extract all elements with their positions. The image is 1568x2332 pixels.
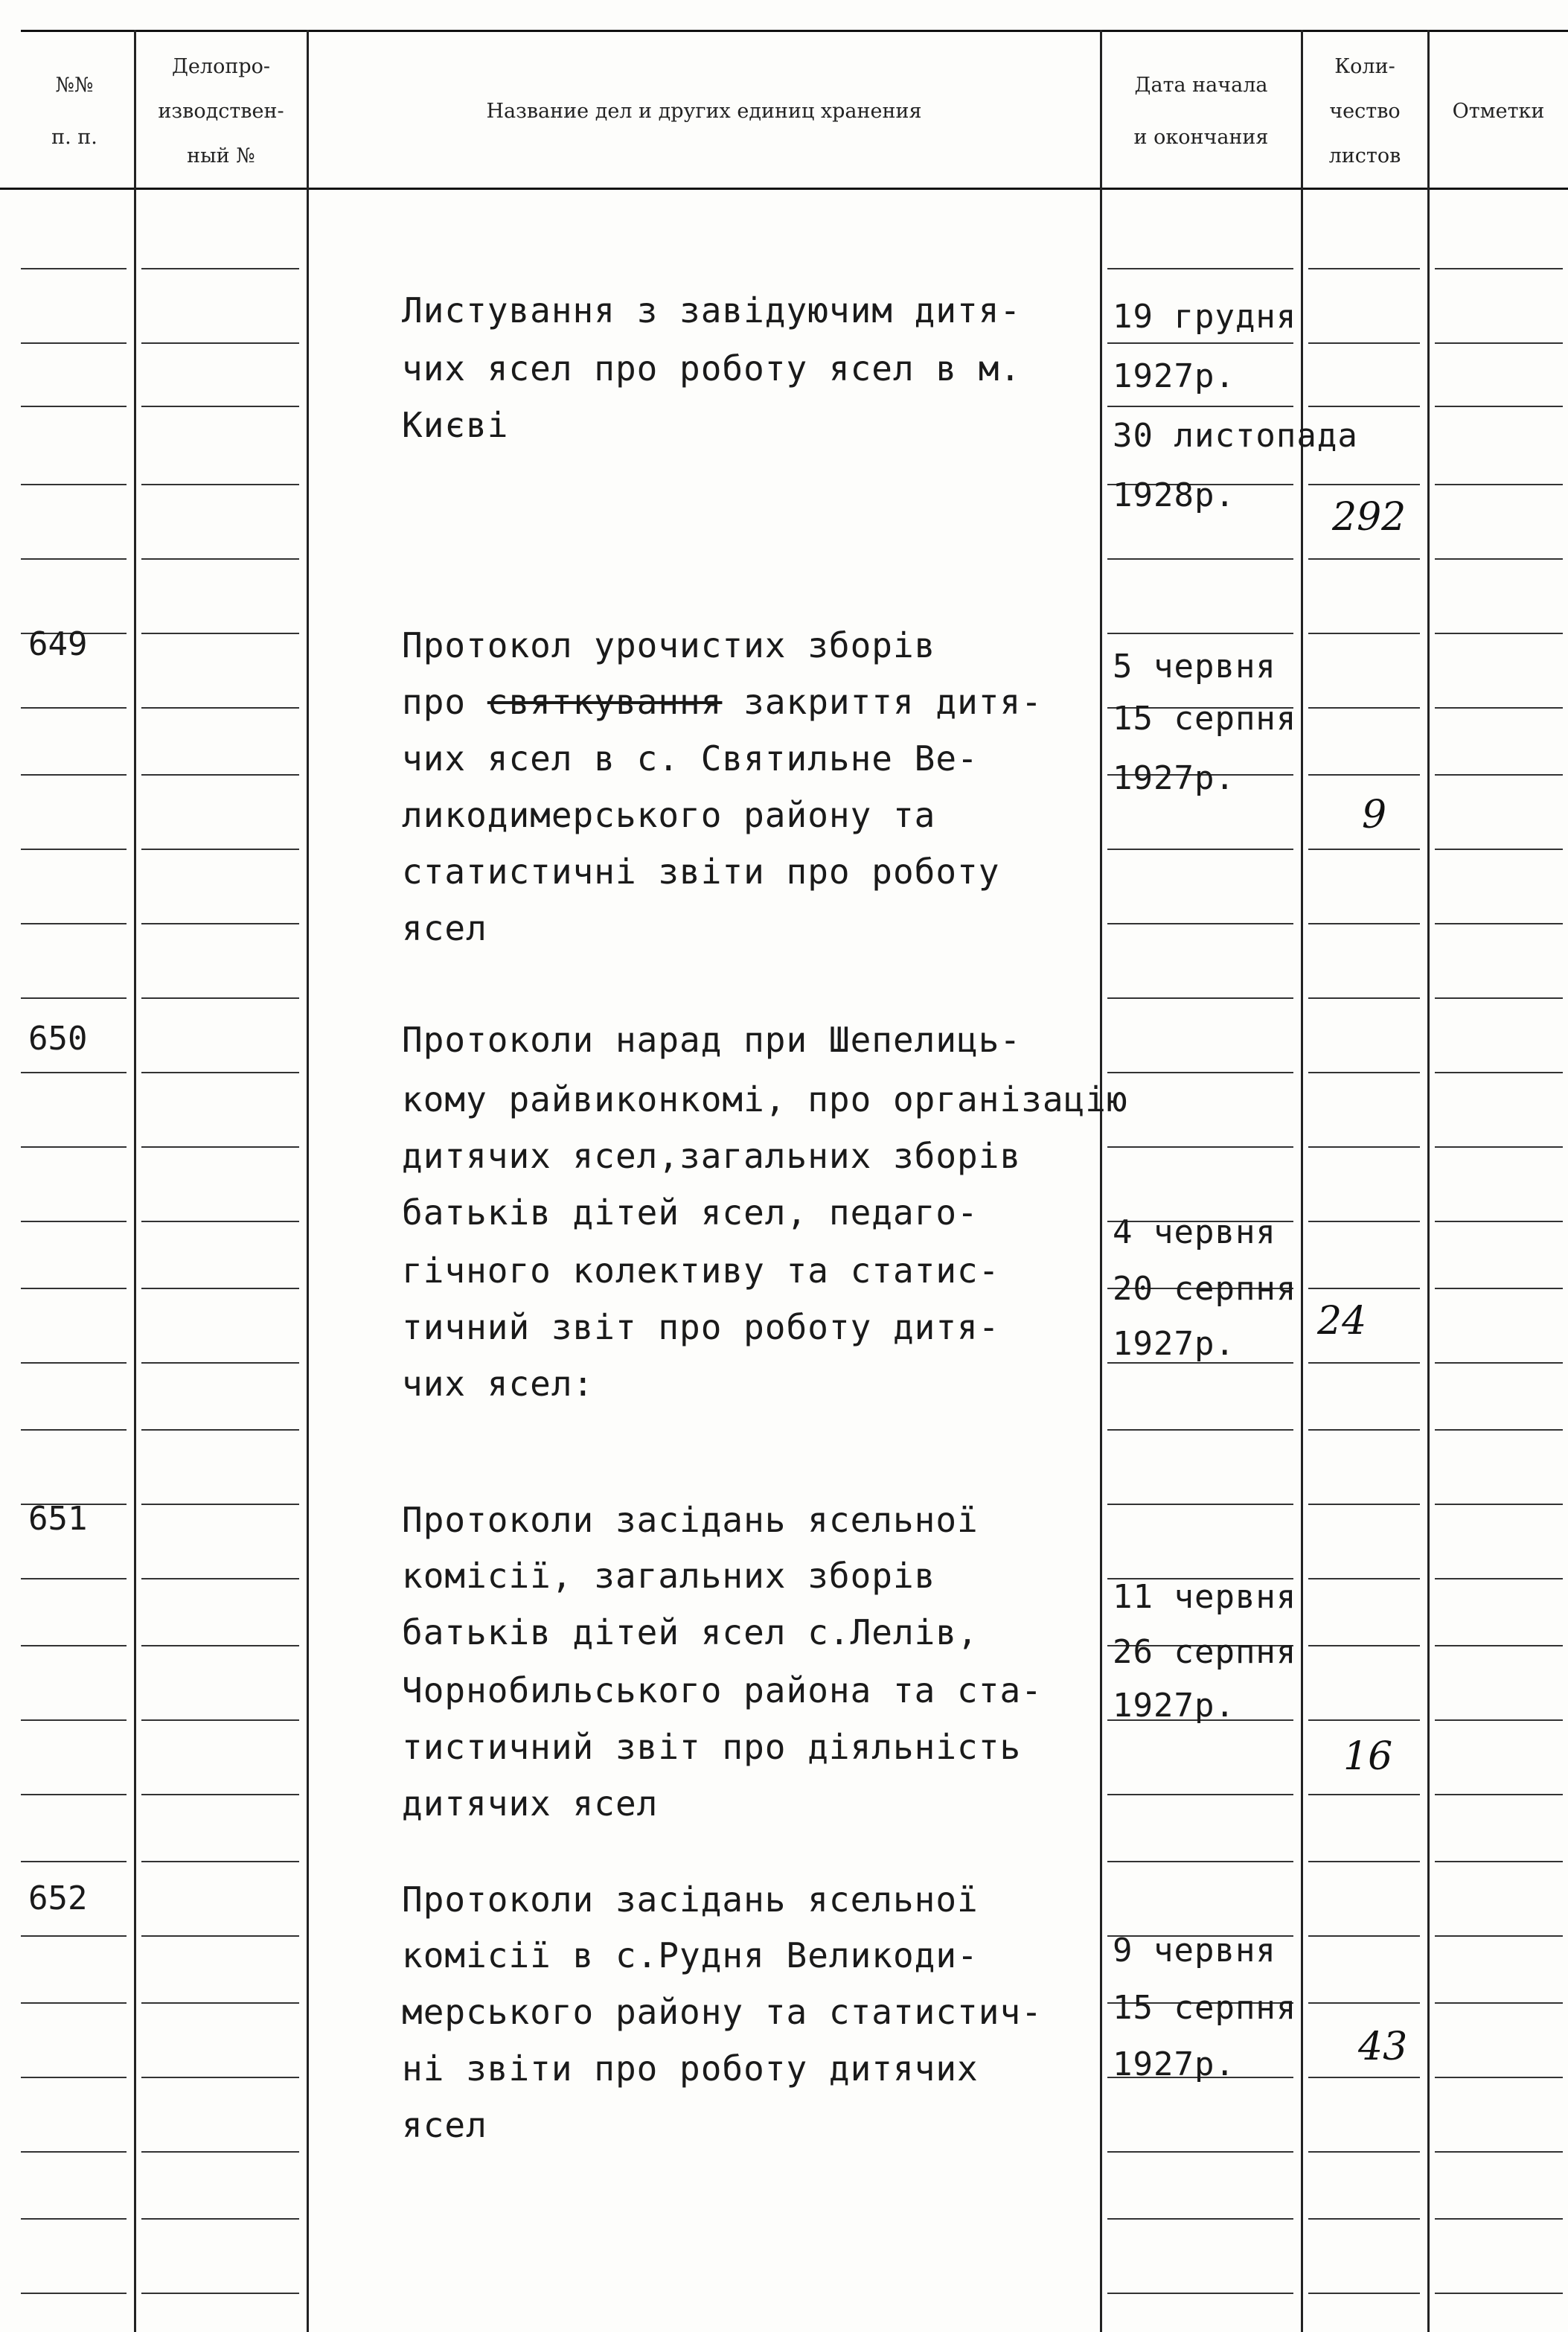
ruled-line bbox=[1435, 406, 1563, 407]
ruled-line bbox=[21, 1578, 127, 1579]
ruled-line bbox=[1435, 2002, 1563, 2004]
header-rule bbox=[0, 188, 1568, 190]
entry-title-line: тистичний звіт про діяльність bbox=[402, 1727, 1022, 1767]
ruled-line bbox=[21, 406, 127, 407]
entry-number: 652 bbox=[28, 1879, 88, 1917]
entry-title-line: чих ясел про роботу ясел в м. bbox=[402, 348, 1022, 389]
ruled-line bbox=[1435, 484, 1563, 485]
ruled-line bbox=[141, 2293, 299, 2294]
ruled-line bbox=[141, 484, 299, 485]
ruled-line bbox=[1435, 2218, 1563, 2220]
entry-sheet-count: 9 bbox=[1362, 793, 1387, 837]
entry-title-line: ясел bbox=[402, 2105, 487, 2145]
ruled-line bbox=[1308, 2293, 1420, 2294]
ruled-line bbox=[141, 1146, 299, 1148]
entry-title-line: Листування з завідуючим дитя- bbox=[402, 290, 1022, 330]
ruled-line bbox=[21, 1645, 127, 1646]
ruled-line bbox=[1435, 1362, 1563, 1364]
entry-date-line: 15 серпня bbox=[1113, 1989, 1297, 2027]
struck-word: святкування bbox=[487, 682, 723, 722]
ruled-line bbox=[141, 1288, 299, 1289]
ruled-line bbox=[141, 1429, 299, 1431]
ruled-line bbox=[1308, 849, 1420, 850]
ruled-line bbox=[21, 1288, 127, 1289]
ruled-line bbox=[141, 1221, 299, 1222]
ruled-line bbox=[1308, 923, 1420, 924]
ruled-line bbox=[1107, 1504, 1293, 1505]
ruled-line bbox=[1308, 2151, 1420, 2153]
ruled-line bbox=[21, 1719, 127, 1721]
ruled-line bbox=[1308, 1072, 1420, 1073]
header-file-number: Делопро- изводствен- ный № bbox=[158, 55, 284, 167]
entry-title-line: ні звіти про роботу дитячих bbox=[402, 2048, 979, 2089]
ruled-line bbox=[1107, 633, 1293, 634]
ruled-line bbox=[1435, 2293, 1563, 2294]
ruled-line bbox=[1107, 1861, 1293, 1862]
entry-number: 649 bbox=[28, 625, 88, 663]
ruled-line bbox=[1308, 268, 1420, 269]
ruled-line bbox=[1107, 342, 1293, 344]
ruled-line bbox=[1435, 774, 1563, 776]
column-divider bbox=[1100, 30, 1102, 2332]
ruled-line bbox=[21, 2218, 127, 2220]
ruled-line bbox=[141, 923, 299, 924]
entry-date-line: 1927р. bbox=[1113, 357, 1235, 395]
ruled-line bbox=[1435, 1146, 1563, 1148]
ruled-line bbox=[1308, 1429, 1420, 1431]
ruled-line bbox=[1308, 1221, 1420, 1222]
ruled-line bbox=[141, 1794, 299, 1795]
entry-title-line: батьків дітей ясел, педаго- bbox=[402, 1192, 979, 1233]
entry-title-line: Протоколи засідань ясельної bbox=[402, 1879, 979, 1920]
ruled-line bbox=[1107, 268, 1293, 269]
ruled-line bbox=[141, 2077, 299, 2078]
entry-title-line: комісії, загальних зборів bbox=[402, 1556, 936, 1596]
ruled-line bbox=[1308, 342, 1420, 344]
ruled-line bbox=[1308, 774, 1420, 776]
entry-title-line: мерського району та статистич- bbox=[402, 1992, 1043, 2032]
ruled-line bbox=[1308, 2002, 1420, 2004]
ruled-line bbox=[21, 849, 127, 850]
ruled-line bbox=[1308, 1146, 1420, 1148]
ruled-line bbox=[21, 1072, 127, 1073]
ruled-line bbox=[141, 2151, 299, 2153]
column-divider bbox=[1427, 30, 1430, 2332]
ruled-line bbox=[1308, 1362, 1420, 1364]
entry-number: 650 bbox=[28, 1020, 88, 1058]
ruled-line bbox=[21, 923, 127, 924]
ruled-line bbox=[1435, 849, 1563, 850]
entry-date-line: 1927р. bbox=[1113, 1325, 1235, 1363]
entry-title-line: ликодимерського району та bbox=[402, 795, 936, 835]
ruled-line bbox=[1435, 1072, 1563, 1073]
ruled-line bbox=[141, 849, 299, 850]
ruled-line bbox=[1435, 2151, 1563, 2153]
entry-date-line: 1928р. bbox=[1113, 476, 1235, 514]
ruled-line bbox=[141, 1362, 299, 1364]
ruled-line bbox=[141, 1645, 299, 1646]
entry-title-line: Києві bbox=[402, 405, 509, 445]
ruled-line bbox=[1107, 2293, 1293, 2294]
ruled-line bbox=[1308, 1645, 1420, 1646]
header-number: №№ п. п. bbox=[51, 74, 97, 149]
entry-date-line: 1927р. bbox=[1113, 759, 1235, 797]
ruled-line bbox=[1435, 1429, 1563, 1431]
ruled-line bbox=[1308, 1719, 1420, 1721]
ruled-line bbox=[1107, 558, 1293, 560]
ruled-line bbox=[141, 558, 299, 560]
column-divider bbox=[307, 30, 309, 2332]
ruled-line bbox=[1308, 1288, 1420, 1289]
header-sheets: Коли- чество листов bbox=[1328, 55, 1401, 167]
entry-sheet-count: 16 bbox=[1343, 1734, 1393, 1779]
ruled-line bbox=[21, 1861, 127, 1862]
ruled-line bbox=[1435, 558, 1563, 560]
entry-title-line: чих ясел в с. Святильне Ве- bbox=[402, 738, 979, 779]
entry-date-line: 15 серпня bbox=[1113, 700, 1297, 738]
entry-date-line: 26 серпня bbox=[1113, 1633, 1297, 1671]
ruled-line bbox=[141, 1504, 299, 1505]
ruled-line bbox=[21, 484, 127, 485]
ruled-line bbox=[21, 342, 127, 344]
ruled-line bbox=[1308, 1794, 1420, 1795]
ruled-line bbox=[1435, 1794, 1563, 1795]
ruled-line bbox=[1435, 1221, 1563, 1222]
entry-title-line: кому райвиконкомі, про організацію bbox=[402, 1079, 1128, 1119]
entry-title-line: ясел bbox=[402, 908, 487, 948]
ruled-line bbox=[21, 2002, 127, 2004]
ruled-line bbox=[21, 707, 127, 709]
entry-date-line: 5 червня bbox=[1113, 648, 1276, 686]
ruled-line bbox=[21, 1794, 127, 1795]
ruled-line bbox=[1107, 997, 1293, 999]
ruled-line bbox=[141, 633, 299, 634]
ruled-line bbox=[141, 774, 299, 776]
ruled-line bbox=[141, 342, 299, 344]
ruled-line bbox=[1435, 1504, 1563, 1505]
ruled-line bbox=[1107, 406, 1293, 407]
ruled-line bbox=[1308, 484, 1420, 485]
ruled-line bbox=[21, 1221, 127, 1222]
ruled-line bbox=[1435, 342, 1563, 344]
top-rule bbox=[21, 30, 1568, 32]
ruled-line bbox=[21, 2151, 127, 2153]
ruled-line bbox=[1435, 268, 1563, 269]
ruled-line bbox=[21, 558, 127, 560]
ruled-line bbox=[1435, 1578, 1563, 1579]
ruled-line bbox=[1308, 707, 1420, 709]
column-divider bbox=[1301, 30, 1303, 2332]
entry-title-line: дитячих ясел,загальних зборів bbox=[402, 1136, 1022, 1176]
ruled-line bbox=[141, 1719, 299, 1721]
entry-sheet-count: 43 bbox=[1358, 2025, 1408, 2069]
ruled-line bbox=[141, 406, 299, 407]
ruled-line bbox=[1435, 997, 1563, 999]
entry-date-line: 19 грудня bbox=[1113, 298, 1297, 336]
entry-title-line: про святкування закриття дитя- bbox=[402, 682, 1043, 722]
ruled-line bbox=[1435, 2077, 1563, 2078]
ruled-line bbox=[1107, 1794, 1293, 1795]
ruled-line bbox=[1435, 1861, 1563, 1862]
ruled-line bbox=[1435, 1935, 1563, 1937]
ruled-line bbox=[1308, 406, 1420, 407]
ruled-line bbox=[21, 1362, 127, 1364]
ruled-line bbox=[141, 1578, 299, 1579]
entry-title-line: дитячих ясел bbox=[402, 1783, 659, 1824]
ruled-line bbox=[1308, 1861, 1420, 1862]
header-dates: Дата начала и окончания bbox=[1133, 74, 1269, 149]
ruled-line bbox=[21, 1935, 127, 1937]
ruled-line bbox=[1107, 2218, 1293, 2220]
ruled-line bbox=[141, 2218, 299, 2220]
ruled-line bbox=[1308, 1504, 1420, 1505]
entry-date-line: 1927р. bbox=[1113, 1687, 1235, 1725]
entry-title-line: Протоколи засідань ясельної bbox=[402, 1500, 979, 1540]
ruled-line bbox=[141, 707, 299, 709]
entry-title-line: гічного колективу та статис- bbox=[402, 1250, 1000, 1291]
ruled-line bbox=[1308, 997, 1420, 999]
ruled-line bbox=[1308, 1578, 1420, 1579]
entry-date-line: 30 листопада bbox=[1113, 417, 1358, 455]
ruled-line bbox=[1435, 1288, 1563, 1289]
ruled-line bbox=[141, 997, 299, 999]
ruled-line bbox=[21, 997, 127, 999]
ruled-line bbox=[21, 268, 127, 269]
ruled-line bbox=[21, 2077, 127, 2078]
ruled-line bbox=[21, 1429, 127, 1431]
entry-title-line: статистичні звіти про роботу bbox=[402, 852, 1000, 892]
ruled-line bbox=[1435, 923, 1563, 924]
ruled-line bbox=[1308, 2218, 1420, 2220]
entry-title-line: комісії в с.Рудня Великоди- bbox=[402, 1935, 979, 1975]
ruled-line bbox=[1107, 849, 1293, 850]
entry-date-line: 4 червня bbox=[1113, 1213, 1276, 1251]
ruled-line bbox=[141, 1935, 299, 1937]
ruled-line bbox=[141, 2002, 299, 2004]
entry-title-line: Чорнобильського района та ста- bbox=[402, 1670, 1043, 1710]
ruled-line bbox=[1435, 1719, 1563, 1721]
ruled-line bbox=[141, 268, 299, 269]
entry-date-line: 9 червня bbox=[1113, 1932, 1276, 1970]
entry-number: 651 bbox=[28, 1500, 88, 1538]
ruled-line bbox=[1107, 1072, 1293, 1073]
header-notes: Отметки bbox=[1452, 100, 1545, 123]
entry-title-line: Протокол урочистих зборів bbox=[402, 625, 936, 665]
entry-date-line: 11 червня bbox=[1113, 1578, 1297, 1616]
ruled-line bbox=[21, 774, 127, 776]
ruled-line bbox=[1308, 1935, 1420, 1937]
ruled-line bbox=[1107, 923, 1293, 924]
entry-title-line: тичний звіт про роботу дитя- bbox=[402, 1307, 1000, 1347]
ruled-line bbox=[1107, 1429, 1293, 1431]
column-divider bbox=[134, 30, 136, 2332]
entry-title-line: батьків дітей ясел с.Лелів, bbox=[402, 1612, 979, 1652]
ruled-line bbox=[1435, 633, 1563, 634]
entry-title-line: чих ясел: bbox=[402, 1364, 595, 1404]
entry-title-line: Протоколи нарад при Шепелиць- bbox=[402, 1020, 1022, 1060]
ruled-line bbox=[21, 2293, 127, 2294]
ruled-line bbox=[141, 1861, 299, 1862]
entry-sheet-count: 24 bbox=[1317, 1299, 1367, 1344]
ruled-line bbox=[1308, 558, 1420, 560]
ruled-line bbox=[1435, 1645, 1563, 1646]
entry-sheet-count: 292 bbox=[1332, 495, 1407, 540]
header-title: Название дел и других единиц хранения bbox=[486, 100, 922, 123]
ruled-line bbox=[1107, 1146, 1293, 1148]
entry-date-line: 1927р. bbox=[1113, 2045, 1235, 2083]
ruled-line bbox=[1308, 2077, 1420, 2078]
ruled-line bbox=[21, 1146, 127, 1148]
ruled-line bbox=[141, 1072, 299, 1073]
ruled-line bbox=[1107, 2151, 1293, 2153]
ruled-line bbox=[1435, 707, 1563, 709]
ruled-line bbox=[1308, 633, 1420, 634]
entry-date-line: 20 серпня bbox=[1113, 1270, 1297, 1308]
